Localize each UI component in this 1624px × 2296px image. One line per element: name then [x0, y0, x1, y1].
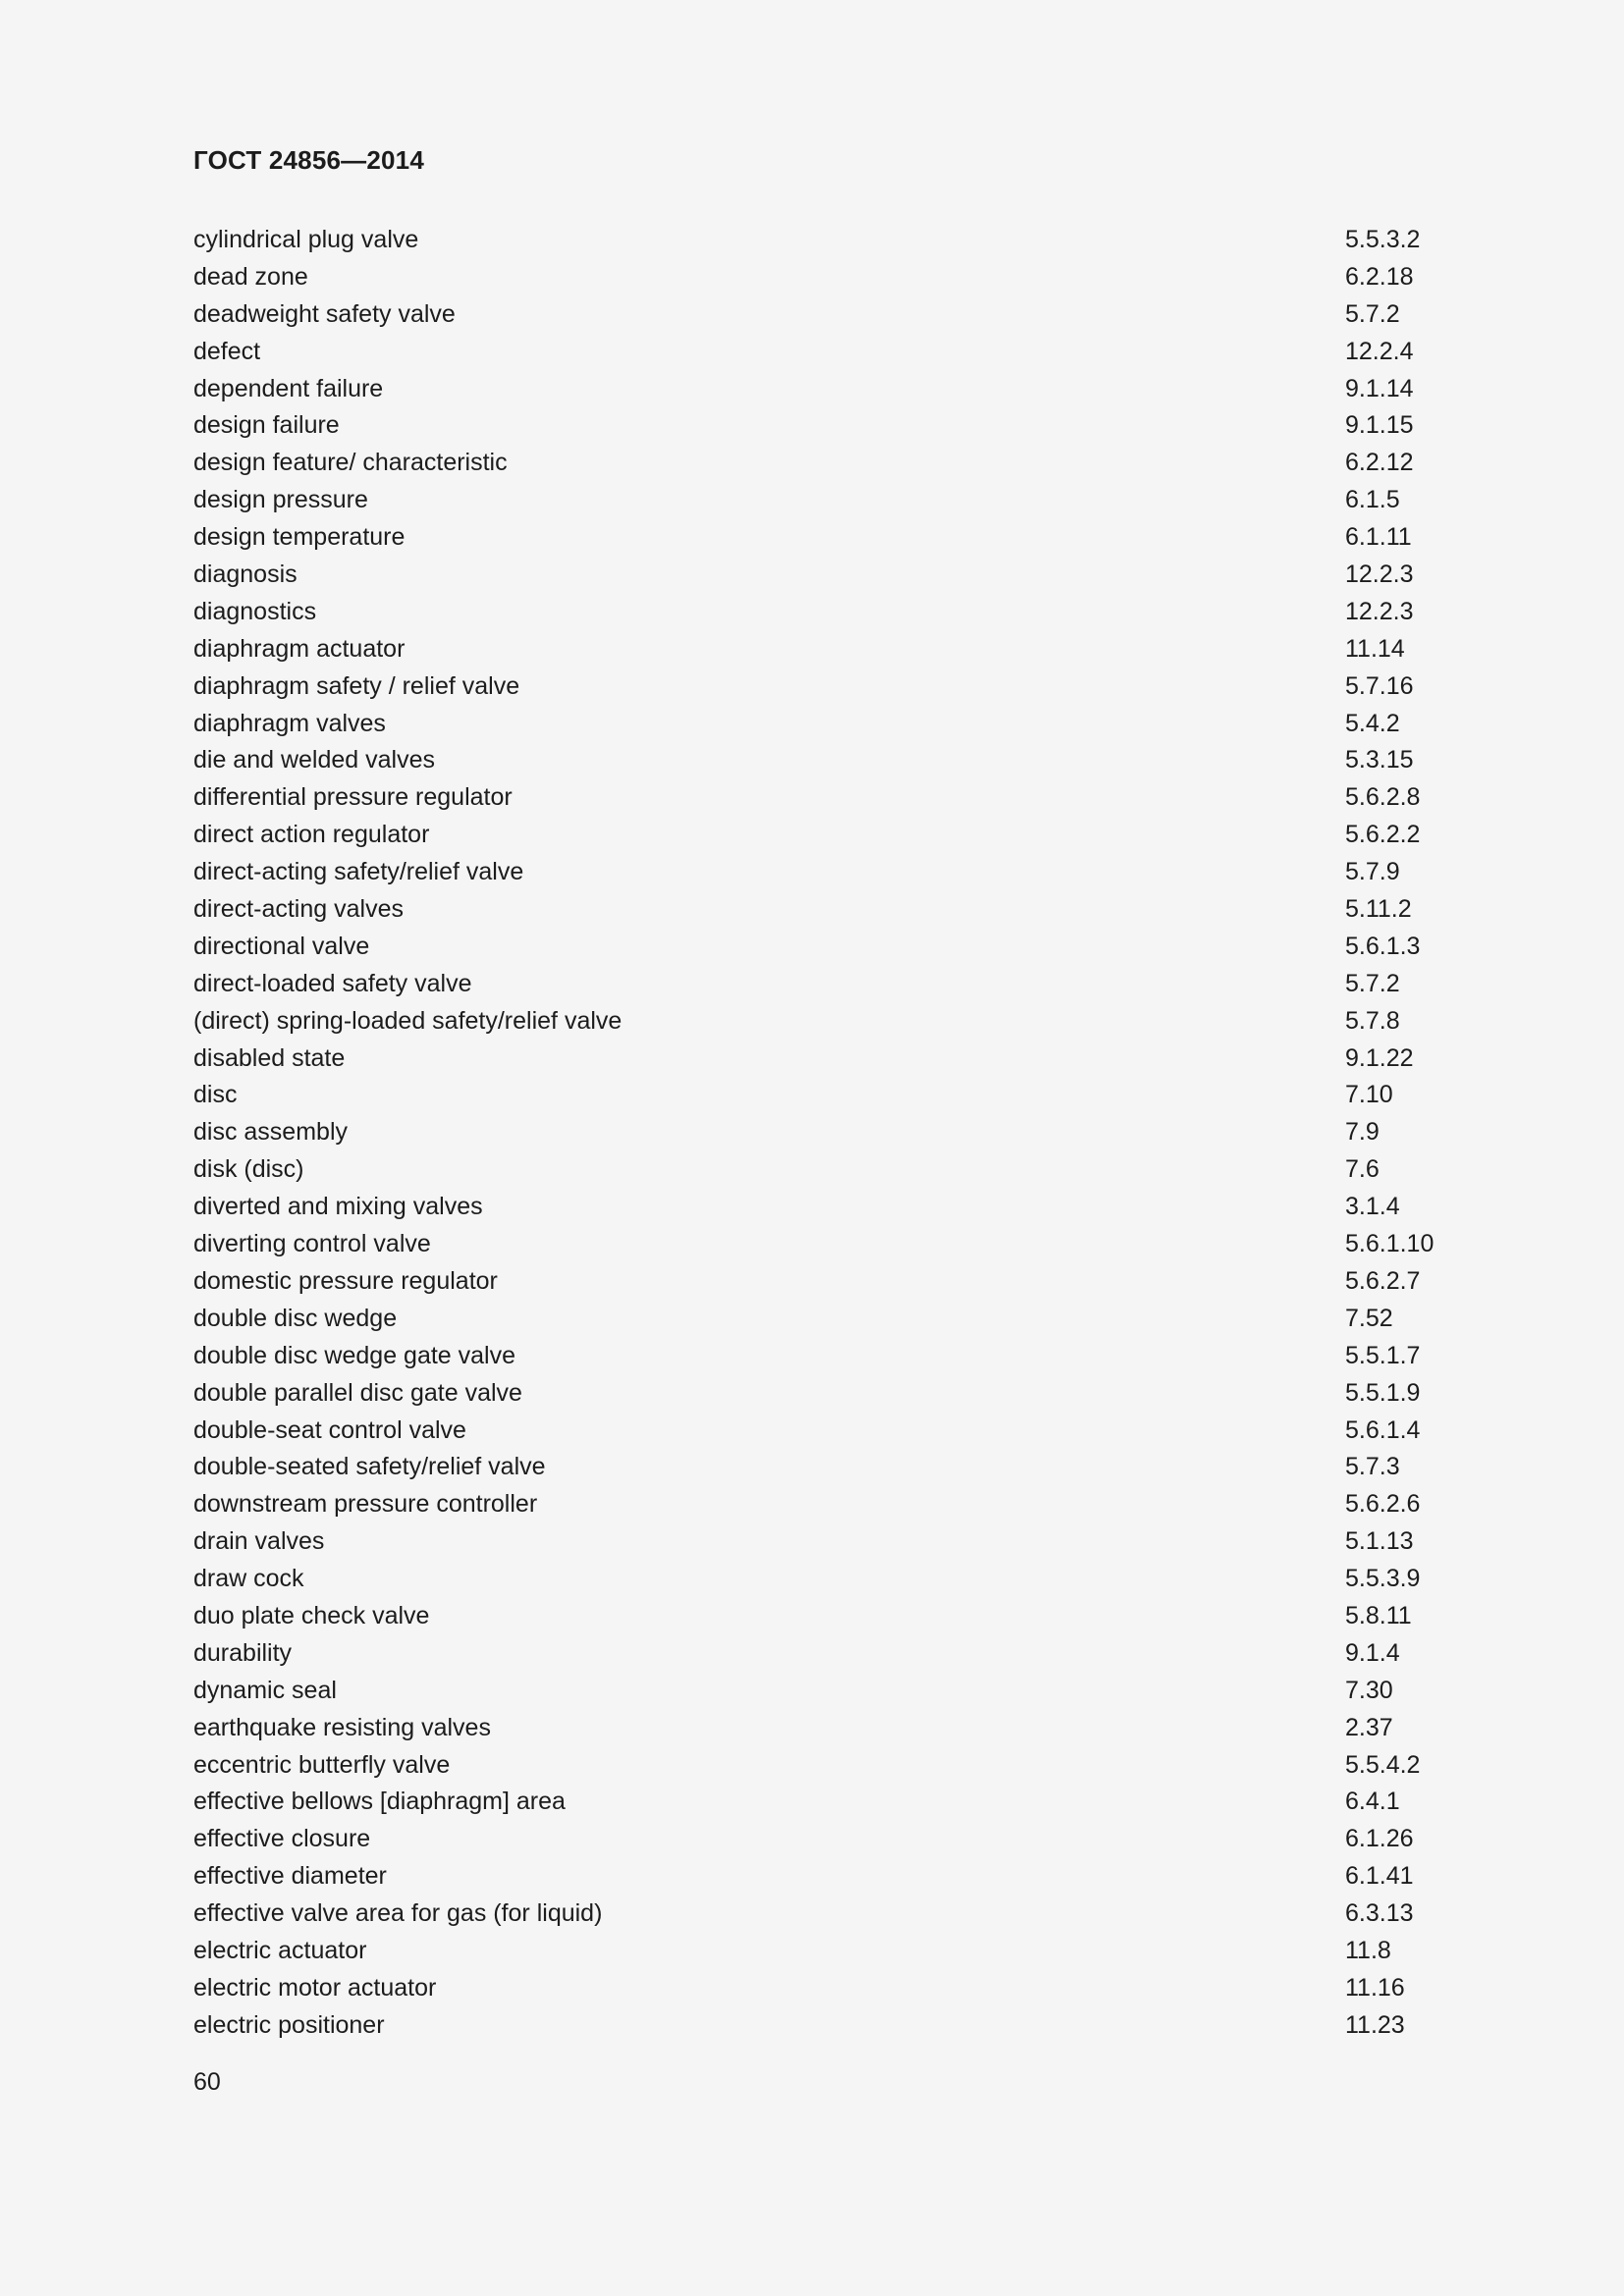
index-reference: 5.7.16: [1345, 671, 1414, 700]
index-reference: 7.10: [1345, 1081, 1393, 1109]
index-term: effective bellows [diaphragm] area: [193, 1788, 566, 1816]
index-term: double-seated safety/relief valve: [193, 1453, 546, 1481]
index-entry: [193, 706, 1460, 743]
index-entry: [193, 259, 1460, 296]
index-reference: 7.9: [1345, 1118, 1380, 1147]
index-entry: [193, 1747, 1460, 1785]
index-term: deadweight safety valve: [193, 299, 456, 328]
index-term: design temperature: [193, 523, 406, 552]
index-term: draw cock: [193, 1565, 304, 1593]
index-term: diverting control valve: [193, 1230, 431, 1258]
index-term: durability: [193, 1638, 293, 1667]
index-term: electric actuator: [193, 1936, 367, 1964]
index-reference: 11.16: [1345, 1973, 1405, 2002]
index-reference: 7.6: [1345, 1155, 1380, 1184]
index-reference: 6.4.1: [1345, 1788, 1400, 1816]
index-term: direct action regulator: [193, 821, 430, 849]
index-entry: [193, 1151, 1460, 1189]
index-reference: 5.5.3.2: [1345, 226, 1421, 253]
index-entry: [193, 1301, 1460, 1338]
index-reference: 5.1.13: [1345, 1527, 1414, 1556]
index-reference: 9.1.14: [1345, 374, 1414, 402]
index-term: drain valves: [193, 1527, 325, 1556]
index-reference: 9.1.4: [1345, 1638, 1400, 1667]
index-entry: [193, 1338, 1460, 1375]
index-entry: [193, 1375, 1460, 1413]
index-entry: [193, 1821, 1460, 1858]
index-reference: 9.1.22: [1345, 1043, 1414, 1072]
index-entry: [193, 929, 1460, 966]
index-entry: [193, 445, 1460, 482]
index-entry: [193, 594, 1460, 631]
index-entry: [193, 1486, 1460, 1523]
term-index-list: [193, 222, 1460, 2045]
index-entry: [193, 1003, 1460, 1041]
index-reference: 9.1.15: [1345, 411, 1414, 440]
index-reference: 12.2.3: [1345, 561, 1414, 589]
index-reference: 5.3.15: [1345, 746, 1414, 774]
index-entry: [193, 519, 1460, 557]
index-entry: [193, 1710, 1460, 1747]
index-entry: [193, 1858, 1460, 1896]
index-reference: 5.7.2: [1345, 969, 1400, 997]
index-entry: [193, 1784, 1460, 1821]
index-entry: [193, 1263, 1460, 1301]
index-reference: 2.37: [1345, 1713, 1393, 1741]
index-term: duo plate check valve: [193, 1601, 430, 1629]
index-reference: 5.8.11: [1345, 1601, 1412, 1629]
index-reference: 6.1.5: [1345, 486, 1400, 514]
index-reference: 5.6.1.3: [1345, 932, 1421, 960]
index-entry: [193, 1598, 1460, 1635]
index-term: defect: [193, 337, 261, 365]
index-term: dependent failure: [193, 374, 384, 402]
index-term: diaphragm actuator: [193, 634, 406, 663]
index-entry: [193, 668, 1460, 706]
index-term: cylindrical plug valve: [193, 226, 419, 253]
index-entry: [193, 1189, 1460, 1226]
index-term: diaphragm safety / relief valve: [193, 671, 520, 700]
index-entry: [193, 1896, 1460, 1933]
index-reference: 11.14: [1345, 634, 1405, 663]
index-reference: 5.6.2.6: [1345, 1490, 1421, 1519]
index-term: double-seat control valve: [193, 1415, 466, 1444]
index-reference: 5.6.2.7: [1345, 1266, 1421, 1295]
index-reference: 3.1.4: [1345, 1193, 1400, 1221]
index-term: die and welded valves: [193, 746, 435, 774]
index-term: effective diameter: [193, 1862, 387, 1891]
index-term: direct-loaded safety valve: [193, 969, 472, 997]
index-entry: [193, 1561, 1460, 1598]
index-entry: [193, 1226, 1460, 1263]
index-entry: [193, 407, 1460, 445]
index-reference: 6.1.41: [1345, 1862, 1414, 1891]
index-entry: [193, 631, 1460, 668]
index-reference: 5.11.2: [1345, 895, 1412, 924]
index-entry: [193, 1970, 1460, 2007]
index-reference: 7.30: [1345, 1676, 1393, 1704]
index-reference: 5.5.1.7: [1345, 1341, 1421, 1369]
index-entry: [193, 1673, 1460, 1710]
index-entry: [193, 1635, 1460, 1673]
index-term: electric positioner: [193, 2010, 385, 2039]
index-entry: [193, 482, 1460, 519]
index-term: diverted and mixing valves: [193, 1193, 483, 1221]
index-entry: [193, 891, 1460, 929]
document-header: ГОСТ 24856—2014: [193, 145, 424, 175]
index-term: eccentric butterfly valve: [193, 1750, 451, 1779]
index-reference: 5.5.4.2: [1345, 1750, 1421, 1779]
index-term: diagnostics: [193, 597, 317, 625]
index-entry: [193, 1077, 1460, 1114]
index-term: double disc wedge: [193, 1304, 398, 1332]
index-term: dead zone: [193, 262, 308, 291]
page-number: 60: [193, 2068, 221, 2096]
index-term: dynamic seal: [193, 1676, 337, 1704]
index-term: design pressure: [193, 486, 368, 514]
index-entry: [193, 1523, 1460, 1561]
index-term: domestic pressure regulator: [193, 1266, 498, 1295]
index-term: disk (disc): [193, 1155, 304, 1184]
index-term: downstream pressure controller: [193, 1490, 538, 1519]
index-entry: [193, 1933, 1460, 1970]
index-reference: 11.23: [1345, 2010, 1405, 2039]
index-term: design failure: [193, 411, 340, 440]
index-entry: [193, 334, 1460, 371]
index-term: differential pressure regulator: [193, 783, 513, 812]
index-term: effective valve area for gas (for liquid): [193, 1899, 603, 1928]
index-entry: [193, 1041, 1460, 1078]
index-term: (direct) spring-loaded safety/relief valve: [193, 1006, 623, 1035]
index-term: double disc wedge gate valve: [193, 1341, 516, 1369]
index-entry: [193, 779, 1460, 817]
index-entry: [193, 854, 1460, 891]
index-entry: [193, 222, 1460, 259]
index-term: disc assembly: [193, 1118, 348, 1147]
index-entry: [193, 296, 1460, 334]
index-reference: 5.7.8: [1345, 1006, 1400, 1035]
index-reference: 5.5.1.9: [1345, 1378, 1421, 1407]
index-term: diaphragm valves: [193, 709, 386, 737]
index-reference: 6.3.13: [1345, 1899, 1414, 1928]
index-reference: 6.1.11: [1345, 523, 1412, 552]
index-reference: 5.7.9: [1345, 858, 1400, 886]
index-reference: 5.5.3.9: [1345, 1565, 1421, 1593]
index-reference: 12.2.4: [1345, 337, 1414, 365]
index-entry: [193, 817, 1460, 854]
index-term: disc: [193, 1081, 238, 1109]
index-term: design feature/ characteristic: [193, 449, 508, 477]
index-reference: 6.2.18: [1345, 262, 1414, 291]
index-term: earthquake resisting valves: [193, 1713, 491, 1741]
index-reference: 6.2.12: [1345, 449, 1414, 477]
index-entry: [193, 1449, 1460, 1486]
index-term: direct-acting safety/relief valve: [193, 858, 524, 886]
index-term: diagnosis: [193, 561, 298, 589]
index-reference: 12.2.3: [1345, 597, 1414, 625]
index-entry: [193, 371, 1460, 408]
index-entry: [193, 742, 1460, 779]
index-entry: [193, 966, 1460, 1003]
index-entry: [193, 2007, 1460, 2045]
index-reference: 6.1.26: [1345, 1825, 1414, 1853]
index-entry: [193, 1413, 1460, 1450]
index-reference: 7.52: [1345, 1304, 1393, 1332]
index-term: effective closure: [193, 1825, 371, 1853]
index-reference: 5.6.2.8: [1345, 783, 1421, 812]
index-reference: 5.6.2.2: [1345, 821, 1421, 849]
index-reference: 11.8: [1345, 1936, 1391, 1964]
index-entry: [193, 1114, 1460, 1151]
index-reference: 5.6.1.4: [1345, 1415, 1421, 1444]
index-term: disabled state: [193, 1043, 346, 1072]
index-reference: 5.4.2: [1345, 709, 1400, 737]
index-term: directional valve: [193, 932, 370, 960]
index-reference: 5.7.2: [1345, 299, 1400, 328]
index-term: direct-acting valves: [193, 895, 404, 924]
index-term: double parallel disc gate valve: [193, 1378, 522, 1407]
index-reference: 5.6.1.10: [1345, 1230, 1435, 1258]
index-term: electric motor actuator: [193, 1973, 437, 2002]
index-reference: 5.7.3: [1345, 1453, 1400, 1481]
index-entry: [193, 557, 1460, 594]
